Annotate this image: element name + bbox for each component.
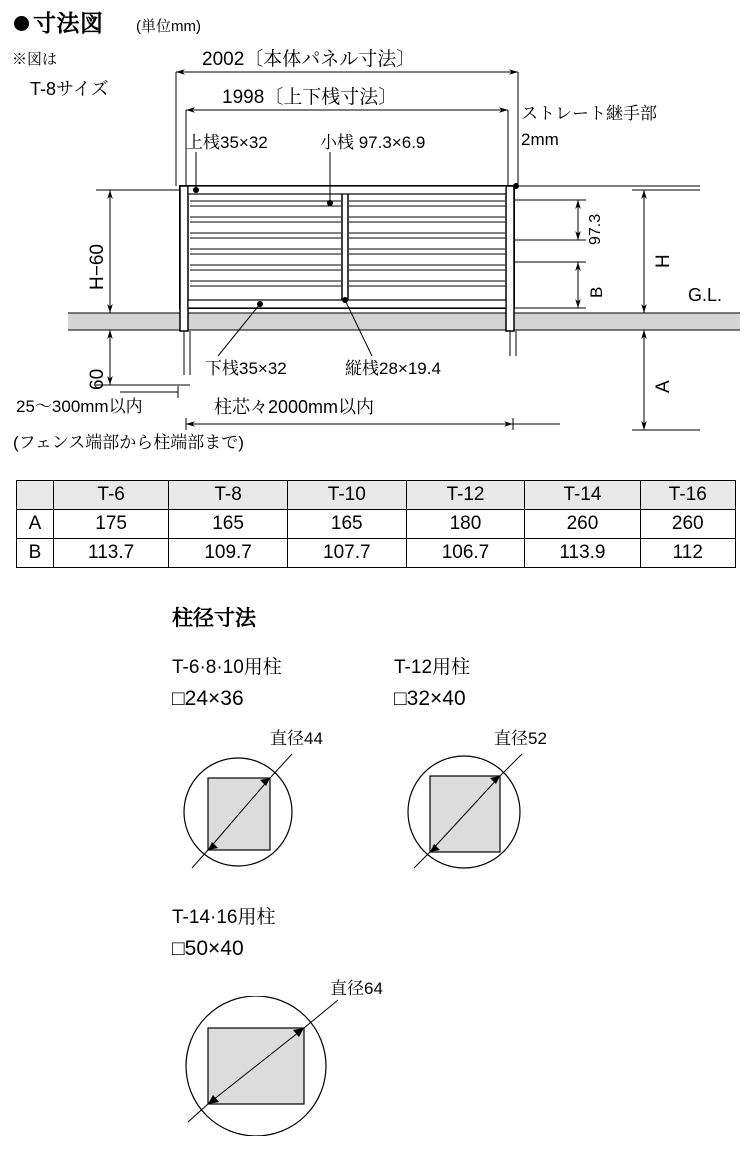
- post-group-diameter: 直径52: [494, 729, 547, 748]
- label-h-dimension: H: [653, 254, 674, 268]
- table-row: [17, 510, 736, 539]
- table-corner-cell: [17, 481, 54, 510]
- table-col-header: T-6: [54, 481, 169, 510]
- table-row: [17, 539, 736, 568]
- post-group-size: □24×36: [172, 687, 244, 710]
- post-group-diameter: 直径44: [270, 729, 323, 748]
- post-section-diagram-1: [170, 748, 310, 878]
- label-straight-joint: ストレート継手部: [521, 104, 657, 123]
- page-title: 寸法図: [33, 10, 104, 36]
- label-lower-rail: 下桟35×32: [205, 359, 287, 378]
- label-b-dimension: B: [587, 286, 606, 298]
- table-cell: 107.7: [287, 539, 406, 568]
- post-group-name: T-12用柱: [394, 657, 471, 678]
- label-post-pitch: 柱芯々2000mm以内: [214, 397, 375, 417]
- table-cell: 260: [640, 510, 735, 539]
- post-group-diameter: 直径64: [330, 979, 383, 998]
- label-60: 60: [87, 368, 108, 390]
- label-end-clearance-note: (フェンス端部から柱端部まで): [13, 433, 244, 452]
- table-cell: 260: [525, 510, 640, 539]
- label-h-minus-60: H−60: [87, 244, 108, 290]
- table-cell: 112: [640, 539, 735, 568]
- table-header-row: [17, 481, 736, 510]
- table-cell: 113.7: [54, 539, 169, 568]
- dimension-table: [16, 480, 736, 568]
- table-cell: 109.7: [169, 539, 288, 568]
- label-end-clearance: 25〜300mm以内: [16, 397, 143, 416]
- table-cell: 106.7: [406, 539, 525, 568]
- table-col-header: T-12: [406, 481, 525, 510]
- post-group-name: T-14·16用柱: [172, 907, 276, 928]
- label-small-rail: 小桟 97.3×6.9: [320, 133, 426, 152]
- post-section-heading: 柱径寸法: [172, 607, 256, 630]
- post-group-size: □50×40: [172, 937, 244, 960]
- post-section-diagram-2: [392, 748, 542, 878]
- note-line-2: T-8サイズ: [30, 79, 109, 99]
- table-row-header: A: [17, 510, 54, 539]
- label-upper-rail: 上桟35×32: [186, 133, 268, 152]
- label-straight-joint-size: 2mm: [521, 130, 559, 149]
- table-row-header: B: [17, 539, 54, 568]
- label-panel-width: 2002〔本体パネル寸法〕: [202, 49, 416, 70]
- post-group-name: T-6·8·10用柱: [172, 657, 282, 678]
- label-a-dimension: A: [653, 380, 674, 393]
- label-rail-width: 1998〔上下桟寸法〕: [222, 87, 398, 108]
- table-col-header: T-14: [525, 481, 640, 510]
- table-cell: 113.9: [525, 539, 640, 568]
- table-col-header: T-16: [640, 481, 735, 510]
- table-col-header: T-8: [169, 481, 288, 510]
- table-col-header: T-10: [287, 481, 406, 510]
- note-line-1: ※図は: [12, 51, 58, 68]
- post-section-diagram-3: [170, 996, 380, 1136]
- table-cell: 165: [169, 510, 288, 539]
- label-vertical-rail: 縦桟28×19.4: [345, 359, 441, 378]
- label-ground-level: G.L.: [688, 285, 723, 305]
- label-small-rail-pitch: 97.3: [587, 213, 604, 245]
- table-cell: 175: [54, 510, 169, 539]
- table-cell: 180: [406, 510, 525, 539]
- table-cell: 165: [287, 510, 406, 539]
- post-group-size: □32×40: [394, 687, 466, 710]
- unit-label: (単位mm): [136, 18, 201, 35]
